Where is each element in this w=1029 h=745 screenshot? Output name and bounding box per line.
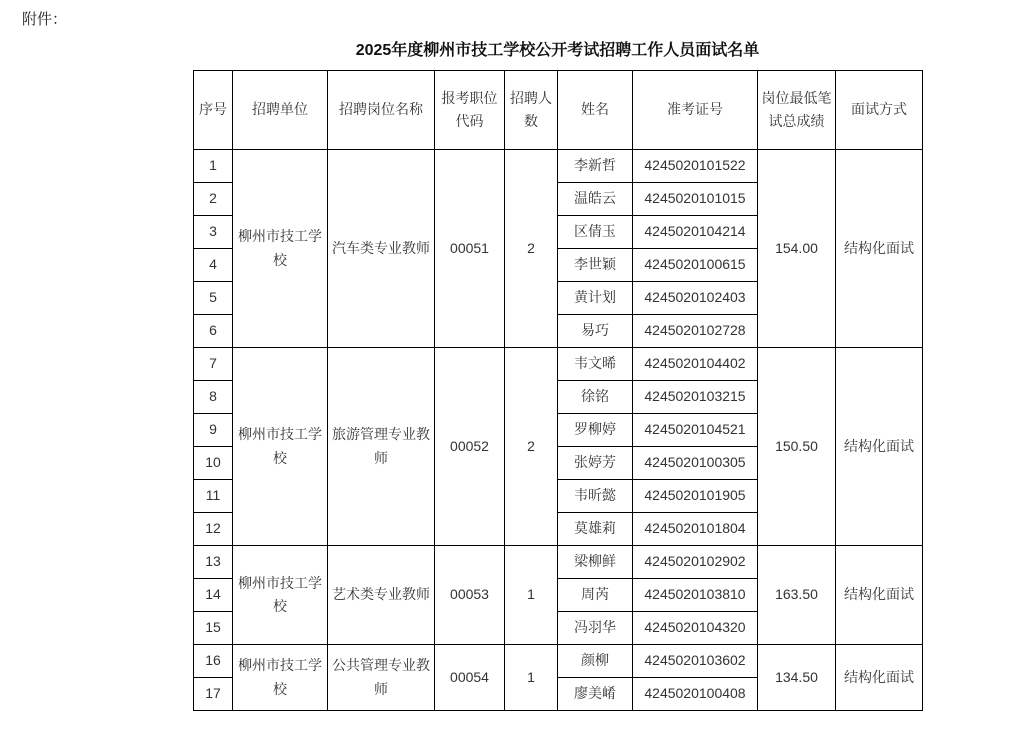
ticket-cell: 4245020100305 [633, 447, 758, 480]
seq-cell: 16 [194, 645, 233, 678]
name-cell: 温皓云 [558, 183, 633, 216]
recruit-count-cell: 1 [505, 546, 558, 645]
seq-cell: 10 [194, 447, 233, 480]
header-interview-method: 面试方式 [836, 71, 923, 150]
ticket-cell: 4245020100615 [633, 249, 758, 282]
position-code-cell: 00052 [435, 348, 505, 546]
seq-cell: 4 [194, 249, 233, 282]
interview-method-cell: 结构化面试 [836, 645, 923, 711]
interview-method-cell: 结构化面试 [836, 150, 923, 348]
ticket-cell: 4245020104320 [633, 612, 758, 645]
ticket-cell: 4245020102403 [633, 282, 758, 315]
seq-cell: 15 [194, 612, 233, 645]
recruit-count-cell: 1 [505, 645, 558, 711]
seq-cell: 9 [194, 414, 233, 447]
seq-cell: 3 [194, 216, 233, 249]
position-code-cell: 00054 [435, 645, 505, 711]
unit-cell: 柳州市技工学校 [233, 348, 328, 546]
name-cell: 周芮 [558, 579, 633, 612]
ticket-cell: 4245020103215 [633, 381, 758, 414]
seq-cell: 11 [194, 480, 233, 513]
score-cell: 154.00 [758, 150, 836, 348]
position-cell: 旅游管理专业教师 [328, 348, 435, 546]
seq-cell: 2 [194, 183, 233, 216]
ticket-cell: 4245020102728 [633, 315, 758, 348]
position-code-cell: 00053 [435, 546, 505, 645]
unit-cell: 柳州市技工学校 [233, 546, 328, 645]
ticket-cell: 4245020104521 [633, 414, 758, 447]
ticket-cell: 4245020101804 [633, 513, 758, 546]
name-cell: 廖美崤 [558, 678, 633, 711]
score-cell: 150.50 [758, 348, 836, 546]
score-cell: 163.50 [758, 546, 836, 645]
name-cell: 徐铭 [558, 381, 633, 414]
position-cell: 公共管理专业教师 [328, 645, 435, 711]
name-cell: 李世颖 [558, 249, 633, 282]
ticket-cell: 4245020102902 [633, 546, 758, 579]
ticket-cell: 4245020101905 [633, 480, 758, 513]
ticket-cell: 4245020100408 [633, 678, 758, 711]
header-min-score: 岗位最低笔试总成绩 [758, 71, 836, 150]
header-position-code: 报考职位代码 [435, 71, 505, 150]
ticket-cell: 4245020103602 [633, 645, 758, 678]
name-cell: 黄计划 [558, 282, 633, 315]
seq-cell: 5 [194, 282, 233, 315]
name-cell: 张婷芳 [558, 447, 633, 480]
unit-cell: 柳州市技工学校 [233, 150, 328, 348]
name-cell: 罗柳婷 [558, 414, 633, 447]
name-cell: 梁柳鲜 [558, 546, 633, 579]
score-cell: 134.50 [758, 645, 836, 711]
name-cell: 韦昕懿 [558, 480, 633, 513]
ticket-cell: 4245020101522 [633, 150, 758, 183]
seq-cell: 1 [194, 150, 233, 183]
seq-cell: 14 [194, 579, 233, 612]
position-cell: 汽车类专业教师 [328, 150, 435, 348]
header-ticket: 准考证号 [633, 71, 758, 150]
position-code-cell: 00051 [435, 150, 505, 348]
name-cell: 莫雄莉 [558, 513, 633, 546]
ticket-cell: 4245020104214 [633, 216, 758, 249]
unit-cell: 柳州市技工学校 [233, 645, 328, 711]
name-cell: 区倩玉 [558, 216, 633, 249]
recruit-count-cell: 2 [505, 348, 558, 546]
header-unit: 招聘单位 [233, 71, 328, 150]
header-seq: 序号 [194, 71, 233, 150]
seq-cell: 6 [194, 315, 233, 348]
recruit-count-cell: 2 [505, 150, 558, 348]
interview-method-cell: 结构化面试 [836, 546, 923, 645]
table-row [194, 150, 923, 183]
header-position: 招聘岗位名称 [328, 71, 435, 150]
header-row [194, 71, 923, 150]
document-body [193, 40, 922, 711]
position-cell: 艺术类专业教师 [328, 546, 435, 645]
name-cell: 李新哲 [558, 150, 633, 183]
seq-cell: 17 [194, 678, 233, 711]
table-row [194, 348, 923, 381]
header-name: 姓名 [558, 71, 633, 150]
name-cell: 冯羽华 [558, 612, 633, 645]
seq-cell: 8 [194, 381, 233, 414]
ticket-cell: 4245020103810 [633, 579, 758, 612]
seq-cell: 12 [194, 513, 233, 546]
attachment-label: 附件： [22, 11, 68, 28]
header-recruit-count: 招聘人数 [505, 71, 558, 150]
name-cell: 韦文晞 [558, 348, 633, 381]
ticket-cell: 4245020101015 [633, 183, 758, 216]
seq-cell: 7 [194, 348, 233, 381]
page-title: 2025年度柳州市技工学校公开考试招聘工作人员面试名单 [355, 42, 760, 59]
table-row [194, 546, 923, 579]
interview-method-cell: 结构化面试 [836, 348, 923, 546]
name-cell: 颜柳 [558, 645, 633, 678]
interview-roster-table [193, 70, 923, 711]
table-row [194, 645, 923, 678]
ticket-cell: 4245020104402 [633, 348, 758, 381]
seq-cell: 13 [194, 546, 233, 579]
name-cell: 易巧 [558, 315, 633, 348]
